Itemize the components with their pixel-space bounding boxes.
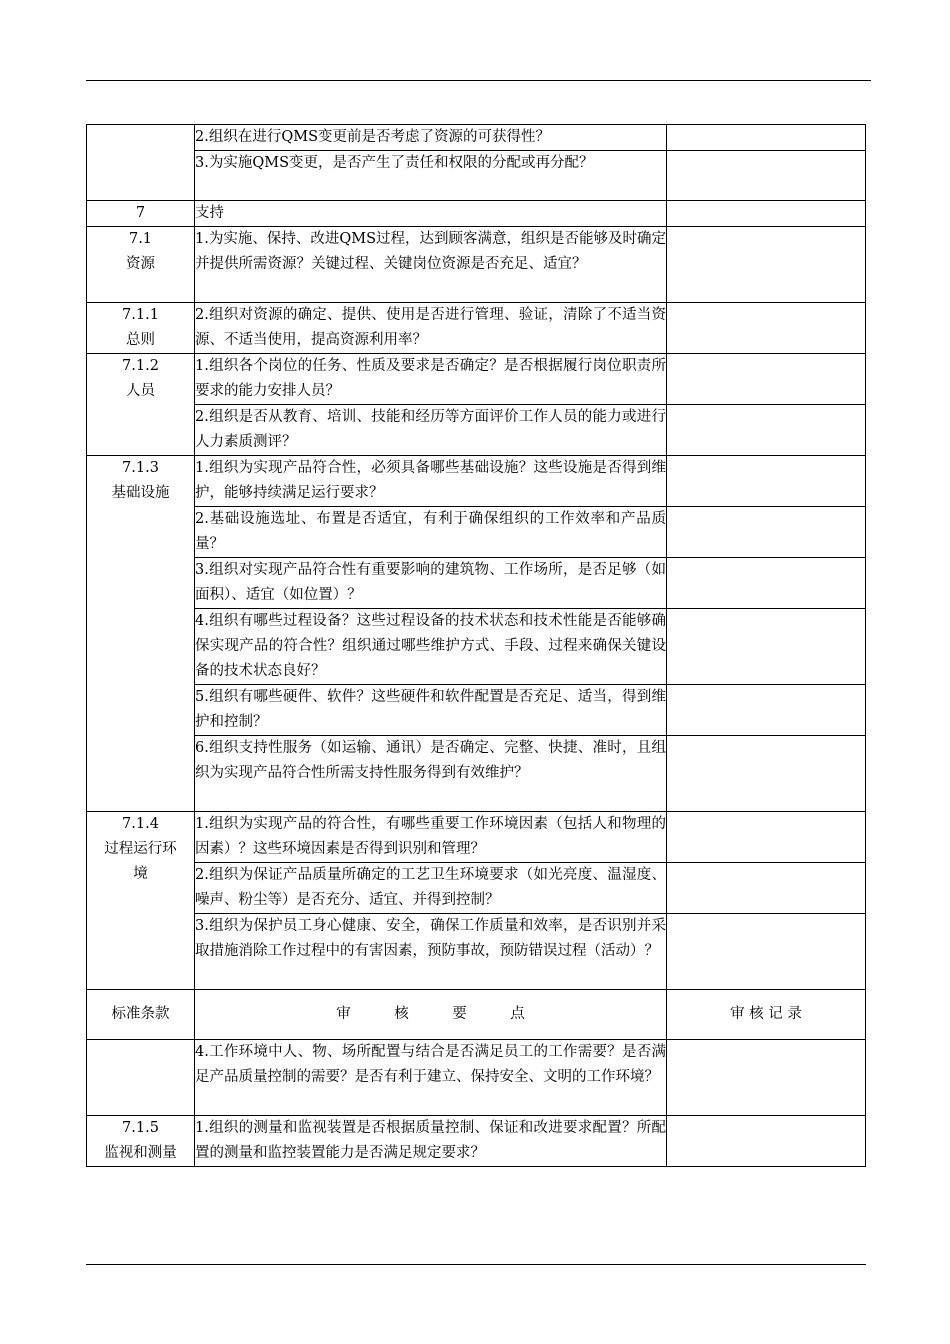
table-row [87, 456, 866, 507]
clause-number: 7.1.1 [122, 307, 159, 323]
audit-point-cell: 2.组织在进行QMS变更前是否考虑了资源的可获得性？ [195, 125, 667, 151]
table-row [87, 863, 866, 914]
record-cell[interactable] [667, 558, 866, 609]
audit-point-cell: 1.组织为实现产品符合性，必须具备哪些基础设施？这些设施是否得到维护，能够持续满足运行要求？ [195, 456, 667, 507]
audit-point-cell: 1.为实施、保持、改进QMS过程，达到顾客满意，组织是否能够及时确定并提供所需资源？关键过程、关键岗位资源是否充足、适宜？ [195, 227, 667, 303]
clause-cell [87, 354, 195, 456]
clause-cell [87, 201, 195, 227]
record-cell[interactable] [667, 354, 866, 405]
table-row [87, 736, 866, 812]
clause-cell [87, 125, 195, 201]
record-cell[interactable] [667, 405, 866, 456]
table-header-row [87, 990, 866, 1040]
record-cell[interactable] [667, 609, 866, 685]
audit-point-cell: 1.组织的测量和监视装置是否根据质量控制、保证和改进要求配置？所配置的测量和监控装置能力是否满足规定要求？ [195, 1116, 667, 1167]
table-row [87, 812, 866, 863]
table-row [87, 405, 866, 456]
clause-title: 总则 [126, 332, 155, 348]
audit-point-cell: 3.组织为保护员工身心健康、安全，确保工作质量和效率，是否识别并采取措施消除工作过程中的有害因素，预防事故，预防错误过程（活动）？ [195, 914, 667, 990]
table-row [87, 1040, 866, 1116]
record-cell[interactable] [667, 227, 866, 303]
record-cell[interactable] [667, 914, 866, 990]
clause-cell [87, 1040, 195, 1116]
record-cell[interactable] [667, 812, 866, 863]
audit-checklist-table [86, 124, 866, 1167]
audit-point-cell: 2.组织是否从教育、培训、技能和经历等方面评价工作人员的能力或进行人力素质测评？ [195, 405, 667, 456]
clause-number: 7.1.4 [122, 816, 159, 832]
record-cell[interactable] [667, 151, 866, 201]
clause-cell [87, 303, 195, 354]
audit-point-cell: 1.组织各个岗位的任务、性质及要求是否确定？是否根据履行岗位职责所要求的能力安排人员？ [195, 354, 667, 405]
table-row [87, 125, 866, 151]
audit-point-cell: 4.工作环境中人、物、场所配置与结合是否满足员工的工作需要？是否满足产品质量控制的需要？是否有利于建立、保持安全、文明的工作环境？ [195, 1040, 667, 1116]
record-cell[interactable] [667, 1116, 866, 1167]
record-cell[interactable] [667, 1040, 866, 1116]
table-row [87, 685, 866, 736]
header-record: 审 核 记 录 [667, 990, 866, 1040]
table-row [87, 609, 866, 685]
table-row [87, 303, 866, 354]
table-row [87, 227, 866, 303]
clause-title-cont: 境 [133, 866, 148, 882]
clause-cell [87, 1116, 195, 1167]
header-clause: 标准条款 [87, 990, 195, 1040]
table-row [87, 1116, 866, 1167]
record-cell[interactable] [667, 736, 866, 812]
audit-point-cell: 2.组织对资源的确定、提供、使用是否进行管理、验证，清除了不适当资源、不适当使用，提高资源利用率？ [195, 303, 667, 354]
audit-point-cell: 2.组织为保证产品质量所确定的工艺卫生环境要求（如光亮度、温湿度、噪声、粉尘等）是否充分、适宜、并得到控制？ [195, 863, 667, 914]
table-row [87, 558, 866, 609]
header-points: 审 核 要 点 [195, 990, 667, 1040]
clause-title: 基础设施 [111, 485, 170, 501]
footer-rule [86, 1264, 866, 1265]
clause-cell [87, 812, 195, 990]
audit-point-cell: 支持 [195, 201, 667, 227]
clause-cell [87, 227, 195, 303]
audit-point-cell: 4.组织有哪些过程设备？这些过程设备的技术状态和技术性能是否能够确保实现产品的符合性？组织通过哪些维护方式、手段、过程来确保关键设备的技术状态良好？ [195, 609, 667, 685]
record-cell[interactable] [667, 201, 866, 227]
table-row [87, 914, 866, 990]
table-row [87, 151, 866, 201]
clause-cell [87, 456, 195, 812]
record-cell[interactable] [667, 456, 866, 507]
audit-point-cell: 6.组织支持性服务（如运输、通讯）是否确定、完整、快捷、准时，且组织为实现产品符合性所需支持性服务得到有效维护？ [195, 736, 667, 812]
audit-point-cell: 3.为实施QMS变更，是否产生了责任和权限的分配或再分配？ [195, 151, 667, 201]
clause-title: 过程运行环 [104, 841, 177, 857]
audit-point-cell: 3.组织对实现产品符合性有重要影响的建筑物、工作场所，是否足够（如面积）、适宜（如位置）？ [195, 558, 667, 609]
record-cell[interactable] [667, 303, 866, 354]
clause-number: 7.1.3 [122, 460, 159, 476]
clause-title: 监视和测量 [104, 1145, 177, 1161]
clause-number: 7 [135, 205, 146, 221]
audit-point-cell: 1.组织为实现产品的符合性，有哪些重要工作环境因素（包括人和物理的因素）？这些环境因素是否得到识别和管理？ [195, 812, 667, 863]
clause-title: 资源 [126, 256, 155, 272]
header-rule [86, 80, 871, 81]
audit-point-cell: 2.基础设施选址、布置是否适宜，有利于确保组织的工作效率和产品质量？ [195, 507, 667, 558]
table-row [87, 354, 866, 405]
table-row [87, 507, 866, 558]
audit-point-cell: 5.组织有哪些硬件、软件？这些硬件和软件配置是否充足、适当，得到维护和控制？ [195, 685, 667, 736]
record-cell[interactable] [667, 125, 866, 151]
record-cell[interactable] [667, 685, 866, 736]
table-row [87, 201, 866, 227]
clause-title: 人员 [126, 383, 155, 399]
record-cell[interactable] [667, 863, 866, 914]
clause-number: 7.1.2 [122, 358, 159, 374]
clause-number: 7.1.5 [122, 1120, 159, 1136]
clause-number: 7.1 [128, 231, 153, 247]
record-cell[interactable] [667, 507, 866, 558]
